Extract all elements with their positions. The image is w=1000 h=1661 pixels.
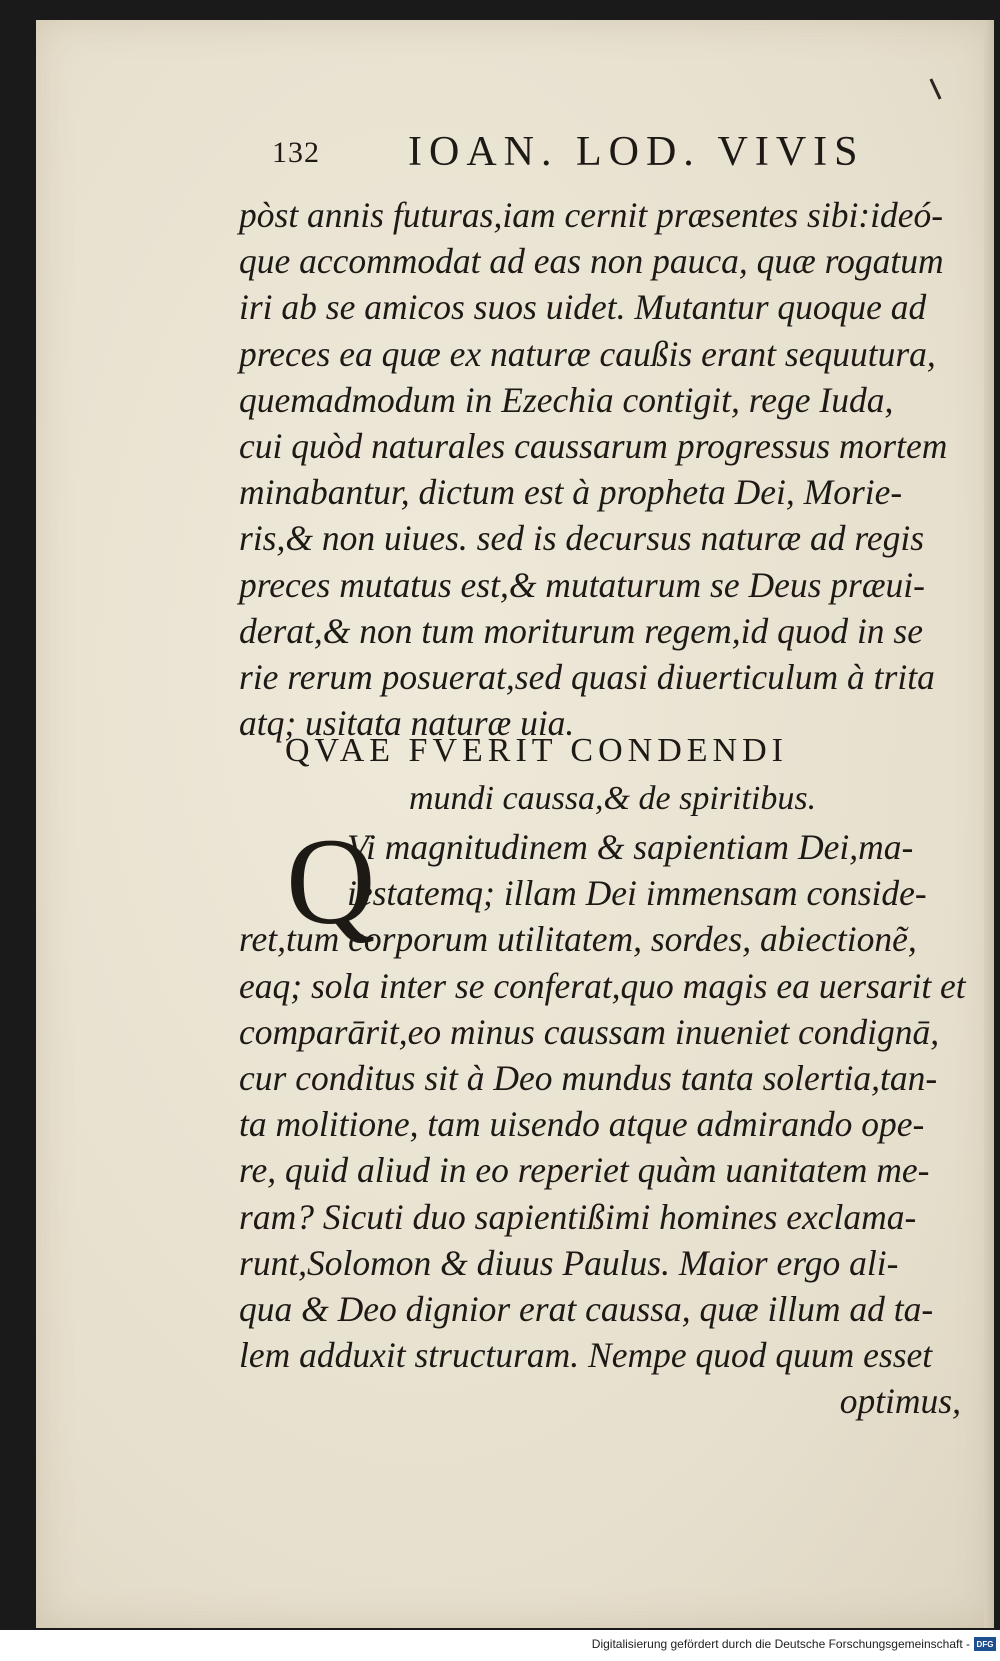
text-line: minabantur, dictum est à propheta Dei, Morie- [239, 472, 903, 513]
text-line: atq; usitata naturæ uia. [239, 703, 575, 744]
page-edge [984, 20, 994, 1628]
text-line: ret,tum corporum utilitatem, sordes, abiectionẽ, [239, 919, 917, 960]
text-line: eaq; sola inter se conferat,quo magis ea uersarit et [239, 965, 966, 1006]
text-line: runt,Solomon & diuus Paulus. Maior ergo ali- [239, 1242, 899, 1283]
dfg-logo-icon: DFG [974, 1637, 996, 1651]
page-header [236, 120, 956, 180]
page-number: 132 [272, 136, 320, 169]
book-page [36, 20, 994, 1628]
drop-capital: Q [286, 813, 376, 950]
text-line: quemadmodum in Ezechia contigit, rege Iuda, [239, 379, 894, 420]
text-line: cui quòd naturales caussarum progressus mortem [239, 425, 948, 466]
text-line: comparārit,eo minus caussam inueniet condignā, [239, 1011, 940, 1052]
section-heading: QVAE FVERIT CONDENDI [285, 732, 788, 769]
digitization-footer [0, 1630, 1000, 1661]
text-line: preces ea quæ ex naturæ caußis erant sequutura, [239, 333, 936, 374]
paragraph-1 [239, 192, 969, 746]
text-line: derat,& non tum moriturum regem,id quod in se [239, 610, 923, 651]
text-line: qua & Deo dignior erat caussa, quæ illum ad ta- [239, 1288, 934, 1329]
paragraph-2 [239, 824, 969, 1424]
text-line: ris,& non uiues. sed is decursus naturæ ad regis [239, 518, 925, 559]
text-line: preces mutatus est,& mutaturum se Deus præui- [239, 564, 925, 605]
section-subheading: mundi caussa,& de spiritibus. [409, 780, 817, 817]
funding-notice: Digitalisierung gefördert durch die Deutsche Forschungsgemeinschaft - [591, 1637, 970, 1651]
text-line: ram? Sicuti duo sapientißimi homines exclama- [239, 1196, 917, 1237]
text-line: ta molitione, tam uisendo atque admirando ope- [239, 1104, 925, 1145]
running-head: IOAN. LOD. VIVIS [408, 129, 865, 175]
text-line: que accommodat ad eas non pauca, quæ rogatum [239, 241, 944, 282]
text-line: lem adduxit structuram. Nempe quod quum esset [239, 1335, 933, 1376]
catchword: optimus, [839, 1381, 961, 1422]
text-line: re, quid aliud in eo reperiet quàm uanitatem me- [239, 1150, 930, 1191]
text-line: pòst annis futuras,iam cernit præsentes sibi:ideó- [239, 195, 944, 235]
text-line: cur conditus sit à Deo mundus tanta solertia,tan- [239, 1057, 938, 1098]
text-line: rie rerum posuerat,sed quasi diuerticulum à trita [239, 656, 935, 697]
text-line: iestatemq; illam Dei immensam conside- [347, 873, 927, 914]
ink-mark [929, 78, 941, 99]
text-line: Vi magnitudinem & sapientiam Dei,ma- [347, 827, 914, 867]
text-line: iri ab se amicos suos uidet. Mutantur quoque ad [239, 287, 927, 328]
